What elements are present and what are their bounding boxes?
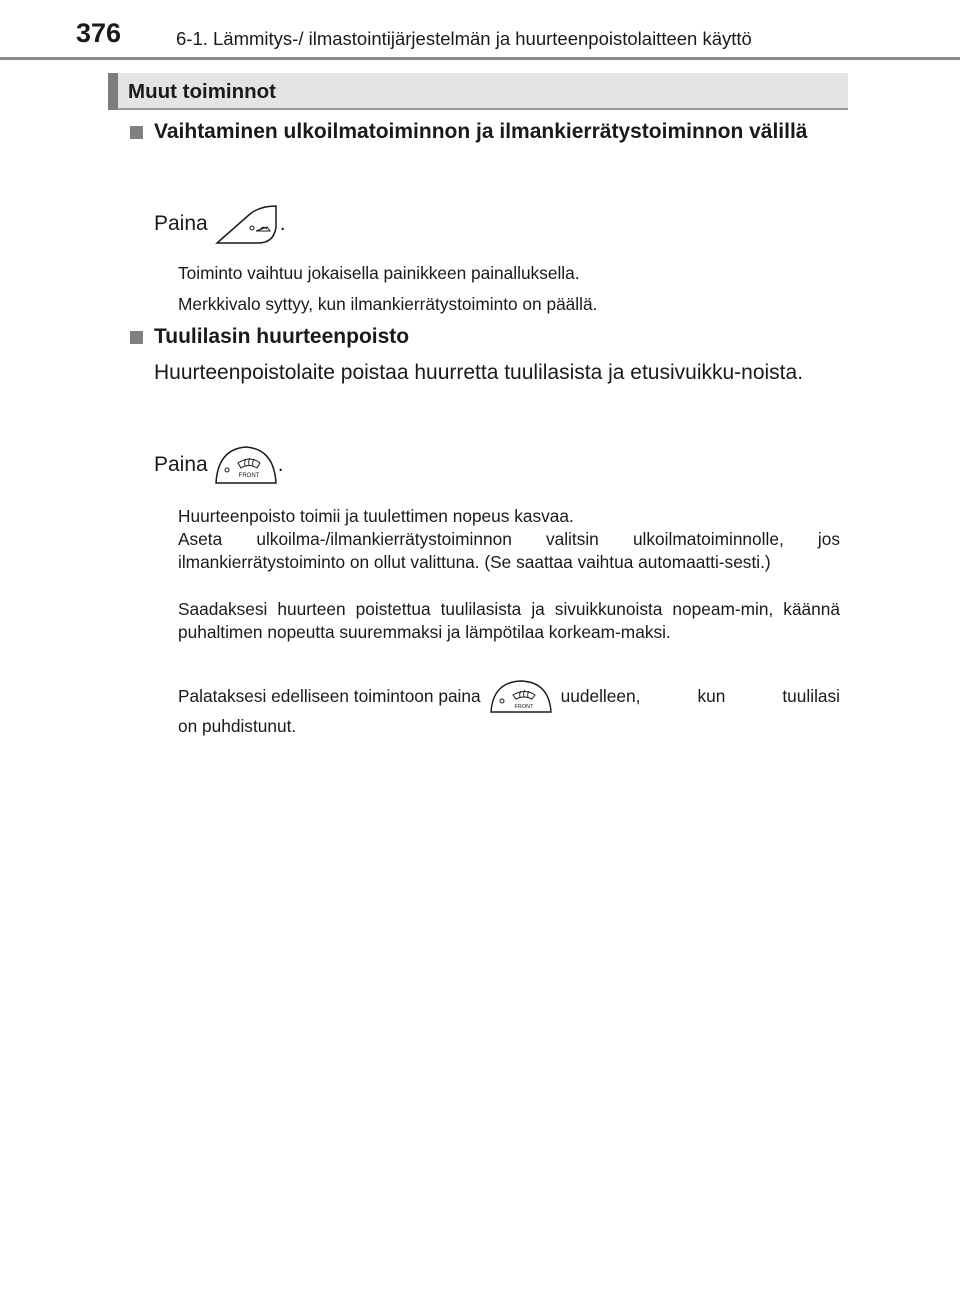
press-prefix: Paina bbox=[154, 212, 208, 235]
note-4-suffix-first-line: uudelleen, kun tuulilasi bbox=[560, 686, 840, 707]
heading-bullet-square bbox=[130, 126, 143, 139]
note-4-prefix: Palataksesi edelliseen toimintoon paina bbox=[178, 686, 481, 707]
note-4-continuation: on puhdistunut. bbox=[178, 716, 297, 736]
press-suffix: . bbox=[277, 453, 284, 476]
running-header: 6-1. Lämmitys-/ ilmastointijärjestelmän ja huurteenpoistolaitteen käyttö bbox=[176, 28, 752, 49]
section-title: Muut toiminnot bbox=[128, 80, 277, 103]
air-recirculation-button-icon[interactable] bbox=[214, 203, 280, 245]
page-number: 376 bbox=[76, 18, 122, 48]
section-title-box bbox=[108, 73, 848, 110]
recirculation-heading: Vaihtaminen ulkoilmatoiminnon ja ilmankierrätystoiminnon välillä bbox=[154, 120, 808, 143]
defrost-note-2: Aseta ulkoilma-/ilmankierrätystoiminnon valitsin ulkoilmatoiminnolle, jos ilmankierrätystoiminto on ollut valittuna. (Se saattaa vaihtua automaatti-sesti.) bbox=[178, 529, 840, 573]
press-suffix: . bbox=[279, 212, 286, 235]
defrost-note-3: Saadaksesi huurteen poistettua tuulilasista ja sivuikkunoista nopeam-min, käännä puhaltimen nopeutta suuremmaksi ja lämpötilaa korkeam-maksi. bbox=[178, 599, 840, 643]
recirculation-note-2: Merkkivalo syttyy, kun ilmankierrätystoiminto on päällä. bbox=[178, 294, 598, 314]
recirculation-note-1: Toiminto vaihtuu jokaisella painikkeen painalluksella. bbox=[178, 263, 580, 283]
press-prefix: Paina bbox=[154, 453, 208, 476]
section-title-bar bbox=[108, 73, 118, 110]
defrost-press-row bbox=[154, 443, 284, 487]
defrost-note-1: Huurteenpoisto toimii ja tuulettimen nopeus kasvaa. bbox=[178, 506, 574, 526]
front-button-label: FRONT bbox=[514, 704, 534, 710]
defrost-note-4 bbox=[178, 679, 840, 738]
recirculation-press-row bbox=[154, 203, 286, 245]
front-defroster-button-icon[interactable] bbox=[214, 443, 278, 487]
defrost-heading: Tuulilasin huurteenpoisto bbox=[154, 325, 410, 348]
front-button-label: FRONT bbox=[238, 473, 260, 479]
header-rule bbox=[0, 57, 960, 60]
front-defroster-button-icon[interactable] bbox=[489, 679, 553, 715]
defrost-intro: Huurteenpoistolaite poistaa huurretta tuulilasista ja etusivuikku-noista. bbox=[154, 361, 804, 384]
heading-bullet-square bbox=[130, 331, 143, 344]
